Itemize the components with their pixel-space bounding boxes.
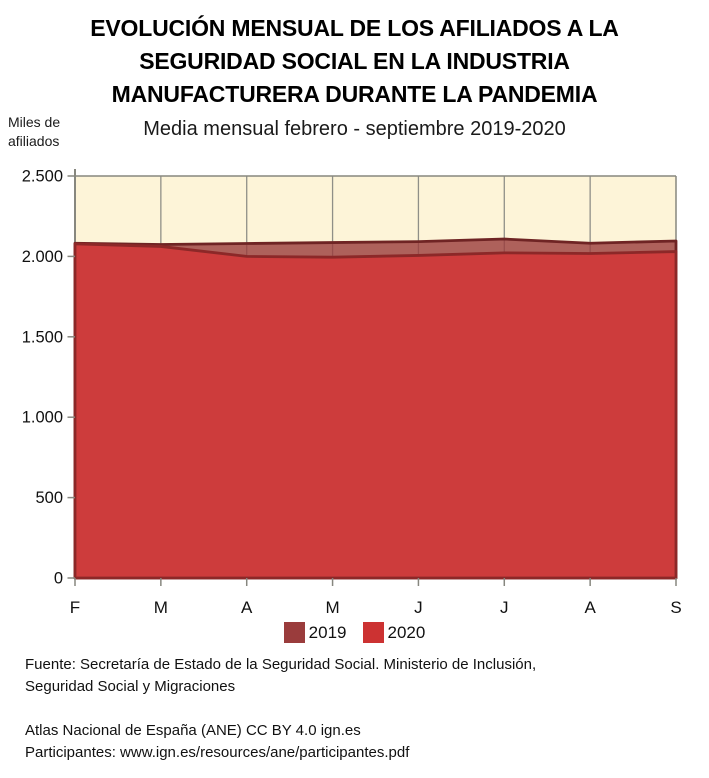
x-tick-label: J — [500, 598, 509, 617]
area-chart — [0, 158, 709, 623]
legend-label-2019: 2019 — [308, 622, 347, 642]
legend-item-2019 — [284, 622, 347, 643]
y-tick-label: 500 — [35, 489, 63, 508]
source-line-2: Seguridad Social y Migraciones — [25, 678, 236, 695]
legend-swatch-2020 — [363, 622, 384, 643]
chart-subtitle: Media mensual febrero - septiembre 2019-2020 — [143, 118, 566, 140]
chart-title-line-1: EVOLUCIÓN MENSUAL DE LOS AFILIADOS A LA — [90, 15, 619, 41]
y-tick-label: 0 — [53, 569, 63, 588]
x-tick-label: J — [414, 598, 423, 617]
legend-label-2020: 2020 — [387, 622, 426, 642]
y-axis-title: Miles de afiliados — [8, 114, 61, 149]
x-tick-label: S — [670, 598, 682, 617]
y-tick-label: 1.000 — [21, 408, 63, 427]
source-line-1: Fuente: Secretaría de Estado de la Seguridad Social. Ministerio de Inclusión, — [25, 656, 537, 673]
y-tick-label: 2.500 — [21, 167, 63, 186]
legend-swatch-2019 — [284, 622, 305, 643]
credit-line-1: Atlas Nacional de España (ANE) CC BY 4.0 ign.es — [25, 722, 361, 739]
credit-note — [25, 720, 685, 764]
footer — [25, 654, 685, 778]
x-tick-label: A — [241, 598, 253, 617]
chart-title-line-2: SEGURIDAD SOCIAL EN LA INDUSTRIA — [139, 48, 570, 74]
source-note — [25, 654, 685, 698]
chart-title — [0, 12, 709, 111]
credit-line-2: Participantes: www.ign.es/resources/ane/participantes.pdf — [25, 744, 410, 761]
area-2020 — [75, 244, 676, 578]
y-tick-label: 1.500 — [21, 328, 63, 347]
legend-item-2020 — [363, 622, 426, 643]
legend — [0, 622, 709, 643]
chart-title-line-3: MANUFACTURERA DURANTE LA PANDEMIA — [111, 81, 598, 107]
y-tick-label: 2.000 — [21, 247, 63, 266]
x-tick-label: M — [153, 598, 168, 617]
x-tick-label: M — [325, 598, 340, 617]
area-series — [75, 239, 676, 578]
x-tick-label: A — [584, 598, 596, 617]
x-tick-label: F — [69, 598, 81, 617]
